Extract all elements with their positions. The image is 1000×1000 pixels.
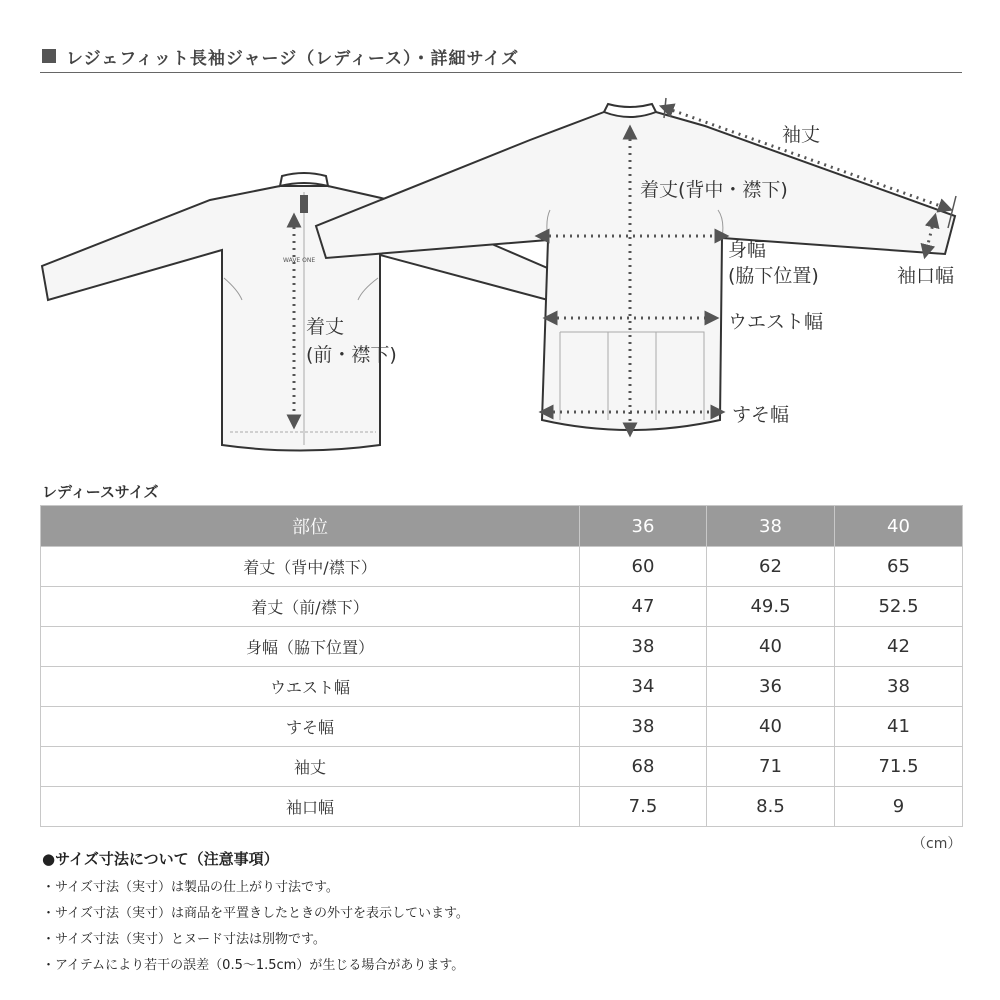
label-back-length: 着丈(背中・襟下) — [640, 179, 788, 201]
row-value: 47 — [580, 587, 707, 627]
header-square-marker — [42, 49, 56, 63]
row-part: すそ幅 — [41, 707, 580, 747]
table-row — [41, 707, 963, 747]
row-value: 38 — [835, 667, 963, 707]
row-value: 68 — [580, 747, 707, 787]
label-sleeve-length: 袖丈 — [782, 124, 821, 146]
row-part: 袖口幅 — [41, 787, 580, 827]
row-part: 身幅（脇下位置） — [41, 627, 580, 667]
row-part: ウエスト幅 — [41, 667, 580, 707]
row-value: 34 — [580, 667, 707, 707]
table-row — [41, 787, 963, 827]
jersey-diagram — [0, 80, 1000, 480]
row-value: 9 — [835, 787, 963, 827]
row-value: 7.5 — [580, 787, 707, 827]
note-item: ・サイズ寸法（実寸）は製品の仕上がり寸法です。 — [42, 880, 339, 895]
label-waist-width: ウエスト幅 — [728, 311, 824, 333]
table-row — [41, 667, 963, 707]
row-value: 40 — [707, 627, 835, 667]
size-table-header — [41, 506, 963, 547]
row-value: 71.5 — [835, 747, 963, 787]
notes-list — [42, 875, 469, 979]
table-row — [41, 627, 963, 667]
row-value: 36 — [707, 667, 835, 707]
row-value: 49.5 — [707, 587, 835, 627]
note-item: ・サイズ寸法（実寸）とヌード寸法は別物です。 — [42, 932, 326, 947]
row-value: 52.5 — [835, 587, 963, 627]
row-part: 着丈（背中/襟下） — [41, 547, 580, 587]
page-title: レジェフィット長袖ジャージ（レディース）・詳細サイズ — [66, 49, 520, 69]
note-item: ・サイズ寸法（実寸）は商品を平置きしたときの外寸を表示しています。 — [42, 906, 469, 921]
row-value: 41 — [835, 707, 963, 747]
notes-title: ●サイズ寸法について（注意事項） — [42, 850, 279, 868]
row-value: 62 — [707, 547, 835, 587]
row-value: 65 — [835, 547, 963, 587]
label-front-length-2: (前・襟下) — [306, 344, 397, 366]
row-value: 38 — [580, 707, 707, 747]
label-body-width-2: (脇下位置) — [728, 265, 819, 287]
header-size-36: 36 — [580, 506, 707, 547]
table-row — [41, 587, 963, 627]
row-part: 着丈（前/襟下） — [41, 587, 580, 627]
label-front-length-1: 着丈 — [306, 316, 345, 338]
front-logo: WAVE ONE — [283, 257, 316, 264]
header-size-38: 38 — [707, 506, 835, 547]
page-header — [40, 44, 962, 73]
header-size-40: 40 — [835, 506, 963, 547]
header-part: 部位 — [41, 506, 580, 547]
size-table — [40, 505, 963, 827]
table-row — [41, 747, 963, 787]
size-table-title: レディースサイズ — [42, 483, 159, 501]
table-row — [41, 547, 963, 587]
row-part: 袖丈 — [41, 747, 580, 787]
unit-label: （cm） — [912, 836, 962, 852]
label-hem-width: すそ幅 — [732, 404, 790, 426]
label-body-width-1: 身幅 — [728, 239, 767, 261]
row-value: 38 — [580, 627, 707, 667]
front-zip-pull — [300, 195, 308, 213]
row-value: 60 — [580, 547, 707, 587]
row-value: 71 — [707, 747, 835, 787]
notes-section — [42, 848, 469, 979]
back-jersey — [316, 104, 955, 430]
note-item: ・アイテムにより若干の誤差（0.5〜1.5cm）が生じる場合があります。 — [42, 958, 465, 973]
row-value: 40 — [707, 707, 835, 747]
row-value: 42 — [835, 627, 963, 667]
label-cuff-width: 袖口幅 — [897, 265, 955, 287]
row-value: 8.5 — [707, 787, 835, 827]
